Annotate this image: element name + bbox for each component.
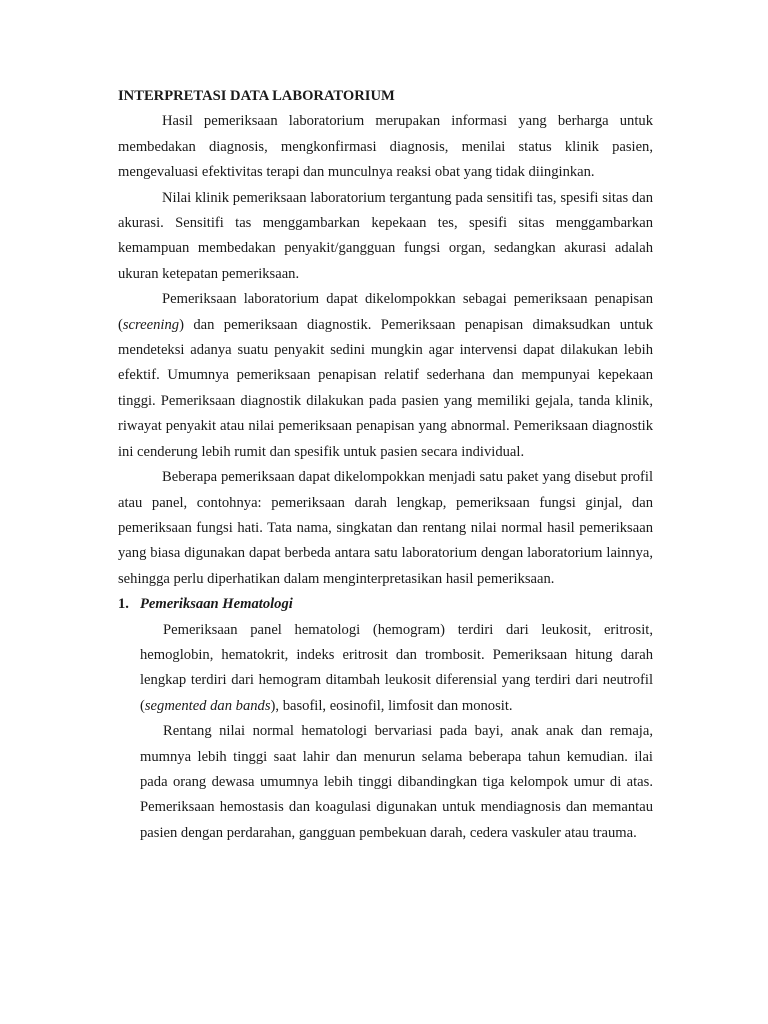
paragraph-hemogram-italic-term: segmented dan bands xyxy=(144,697,271,714)
paragraph-screening-italic-term: screening xyxy=(122,316,180,333)
paragraph-screening-text-after: ) dan pemeriksaan diagnostik. Pemeriksaan penapisan dimaksudkan untuk mendeteksi adanya suatu penyakit sedini mungkin agar intervensi dapat dilakukan lebih efektif. Umumnya pemeriksaan penapisan relatif sederhana dan mempunyai kepekaan tinggi. Pemeriksaan diagnostik dilakukan pada pasien yang memiliki gejala, tanda klinik, riwayat penyakit atau nilai pemeriksaan penapisan yang abnormal. Pemeriksaan diagnostik ini cenderung lebih rumit dan spesifik untuk pasien secara individual. xyxy=(118,316,653,460)
section-heading-text: Pemeriksaan Hematologi xyxy=(140,596,293,613)
paragraph-hemogram xyxy=(140,618,653,720)
paragraph-screening-text-before: Pemeriksaan laboratorium dapat dikelompokkan sebagai pemeriksaan penapisan ( xyxy=(118,291,653,333)
document-page xyxy=(118,84,653,846)
paragraph-intro: Hasil pemeriksaan laboratorium merupakan informasi yang berharga untuk membedakan diagnosis, mengkonfirmasi diagnosis, menilai status klinik pasien, mengevaluasi efektivitas terapi dan munculnya reaksi obat yang tidak diinginkan. xyxy=(118,113,653,181)
paragraph-hemogram-text-before: Pemeriksaan panel hematologi (hemogram) terdiri dari leukosit, eritrosit, hemoglobin, hematokrit, indeks eritrosit dan trombosit. Pemeriksaan hitung darah lengkap terdiri dari hemogram ditambah leukosit diferensial yang terdiri dari neutrofil ( xyxy=(140,621,653,714)
paragraph-screening xyxy=(118,287,653,465)
document-title: INTERPRETASI DATA LABORATORIUM xyxy=(118,88,395,104)
section-heading xyxy=(118,592,653,617)
paragraph-normal-range: Rentang nilai normal hematologi bervariasi pada bayi, anak anak dan remaja, mumnya lebih tinggi saat lahir dan menurun selama beberapa tahun kemudian. ilai pada orang dewasa umumnya lebih tinggi dibandingkan tiga kelompok umur di atas. Pemeriksaan hemostasis dan koagulasi digunakan untuk mendiagnosis dan memantau pasien dengan perdarahan, gangguan pembekuan darah, cedera vaskuler atau trauma. xyxy=(140,723,653,841)
section-number: 1. xyxy=(118,596,129,613)
section-hematologi xyxy=(118,592,653,846)
paragraph-clinical-value: Nilai klinik pemeriksaan laboratorium tergantung pada sensitifi tas, spesifi sitas dan akurasi. Sensitifi tas menggambarkan kepekaan tes, spesifi sitas menggambarkan kemampuan membedakan penyakit/gangguan fungsi organ, sedangkan akurasi adalah ukuran ketepatan pemeriksaan. xyxy=(118,189,653,282)
paragraph-panels: Beberapa pemeriksaan dapat dikelompokkan menjadi satu paket yang disebut profil atau panel, contohnya: pemeriksaan darah lengkap, pemeriksaan fungsi ginjal, dan pemeriksaan fungsi hati. Tata nama, singkatan dan rentang nilai normal hasil pemeriksaan yang biasa digunakan dapat berbeda antara satu laboratorium dengan laboratorium lainnya, sehingga perlu diperhatikan dalam menginterpretasikan hasil pemeriksaan. xyxy=(118,469,653,587)
paragraph-hemogram-text-after: ), basofil, eosinofil, limfosit dan monosit. xyxy=(270,697,513,714)
